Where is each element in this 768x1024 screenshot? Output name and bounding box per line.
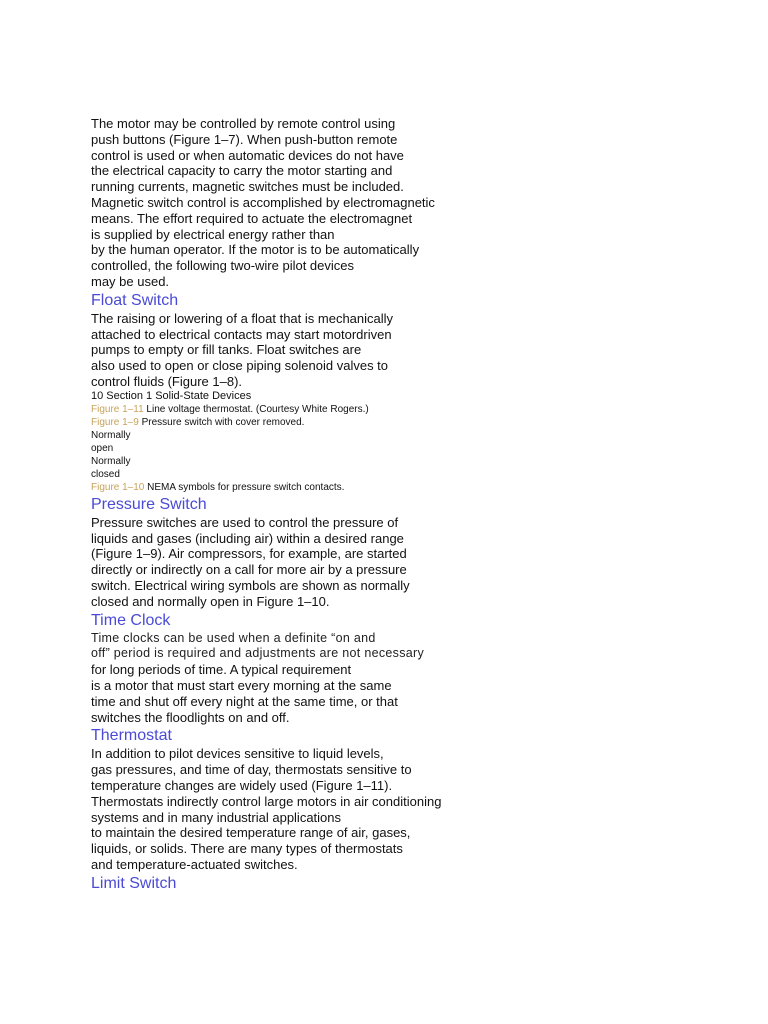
text-line: also used to open or close piping solenoid valves to bbox=[91, 358, 389, 374]
text-line: control is used or when automatic devices do not have bbox=[91, 147, 404, 163]
figure-caption-text: Pressure switch with cover removed. bbox=[138, 416, 305, 428]
text-line: temperature changes are widely used (Figure 1–11). bbox=[91, 777, 393, 793]
text-line: switch. Electrical wiring symbols are shown as normally bbox=[91, 577, 410, 593]
text-line: push buttons (Figure 1–7). When push-button remote bbox=[91, 131, 398, 147]
intro-paragraph bbox=[91, 116, 731, 290]
text-line: running currents, magnetic switches must be included. bbox=[91, 179, 404, 195]
text-line: directly or indirectly on a call for more air by a pressure bbox=[91, 562, 407, 578]
symbol-label: Normally bbox=[91, 455, 131, 467]
text-line: Magnetic switch control is accomplished by electromagnetic bbox=[91, 194, 435, 210]
text-line: the electrical capacity to carry the motor starting and bbox=[91, 163, 393, 179]
text-line: controlled, the following two-wire pilot devices bbox=[91, 258, 355, 274]
text-line: may be used. bbox=[91, 273, 170, 289]
thermostat-paragraph bbox=[91, 746, 731, 872]
text-line: In addition to pilot devices sensitive to liquid levels, bbox=[91, 746, 384, 762]
text-line: is a motor that must start every morning at the same bbox=[91, 677, 392, 693]
figure-caption-text: NEMA symbols for pressure switch contacts. bbox=[144, 481, 345, 493]
symbol-label: closed bbox=[91, 468, 120, 480]
symbol-labels bbox=[91, 429, 731, 481]
text-line: Pressure switches are used to control the pressure of bbox=[91, 514, 399, 530]
text-line: off” period is required and adjustments are not necessary bbox=[91, 646, 425, 661]
text-line: time and shut off every night at the same time, or that bbox=[91, 693, 398, 709]
text-line: liquids, or solids. There are many types of thermostats bbox=[91, 841, 403, 857]
text-line: means. The effort required to actuate the electromagnet bbox=[91, 210, 413, 226]
heading-limit-switch: Limit Switch bbox=[91, 874, 177, 892]
heading-time-clock: Time Clock bbox=[91, 611, 171, 629]
text-line: by the human operator. If the motor is to be automatically bbox=[91, 242, 420, 258]
document-page bbox=[91, 116, 731, 894]
text-line: Thermostats indirectly control large motors in air conditioning bbox=[91, 793, 442, 809]
pressure-switch-paragraph bbox=[91, 515, 731, 610]
symbol-label: open bbox=[91, 442, 114, 454]
float-switch-paragraph bbox=[91, 311, 731, 390]
text-line: systems and in many industrial applications bbox=[91, 809, 342, 825]
figure-label: Figure 1–10 bbox=[91, 481, 145, 493]
text-line: gas pressures, and time of day, thermostats sensitive to bbox=[91, 762, 412, 778]
time-clock-paragraph bbox=[91, 631, 731, 726]
figure-label: Figure 1–9 bbox=[91, 416, 139, 428]
text-line: attached to electrical contacts may start motordriven bbox=[91, 326, 392, 342]
heading-float-switch: Float Switch bbox=[91, 291, 179, 309]
figure-caption-1-11 bbox=[91, 403, 731, 416]
text-line: pumps to empty or fill tanks. Float switches are bbox=[91, 342, 362, 358]
text-line: Time clocks can be used when a definite “on and bbox=[91, 630, 376, 645]
text-line: for long periods of time. A typical requirement bbox=[91, 662, 352, 678]
text-line: and temperature-actuated switches. bbox=[91, 856, 298, 872]
text-line: The motor may be controlled by remote control using bbox=[91, 116, 396, 131]
figure-caption-text: Line voltage thermostat. (Courtesy White Rogers.) bbox=[143, 403, 369, 415]
page-header-text: 10 Section 1 Solid-State Devices bbox=[91, 389, 252, 402]
text-line: switches the floodlights on and off. bbox=[91, 709, 290, 725]
text-line: is supplied by electrical energy rather than bbox=[91, 226, 335, 242]
figure-caption-1-10 bbox=[91, 481, 731, 494]
figure-caption-1-9 bbox=[91, 416, 731, 429]
figure-label: Figure 1–11 bbox=[91, 403, 144, 415]
heading-thermostat: Thermostat bbox=[91, 727, 172, 745]
heading-pressure-switch: Pressure Switch bbox=[91, 495, 207, 513]
text-line: closed and normally open in Figure 1–10. bbox=[91, 593, 330, 609]
text-line: control fluids (Figure 1–8). bbox=[91, 373, 243, 389]
text-line: liquids and gases (including air) within a desired range bbox=[91, 530, 404, 546]
text-line: The raising or lowering of a float that is mechanically bbox=[91, 310, 394, 326]
text-line: to maintain the desired temperature range of air, gases, bbox=[91, 825, 411, 841]
text-line: (Figure 1–9). Air compressors, for example, are started bbox=[91, 546, 407, 562]
symbol-label: Normally bbox=[91, 429, 131, 441]
